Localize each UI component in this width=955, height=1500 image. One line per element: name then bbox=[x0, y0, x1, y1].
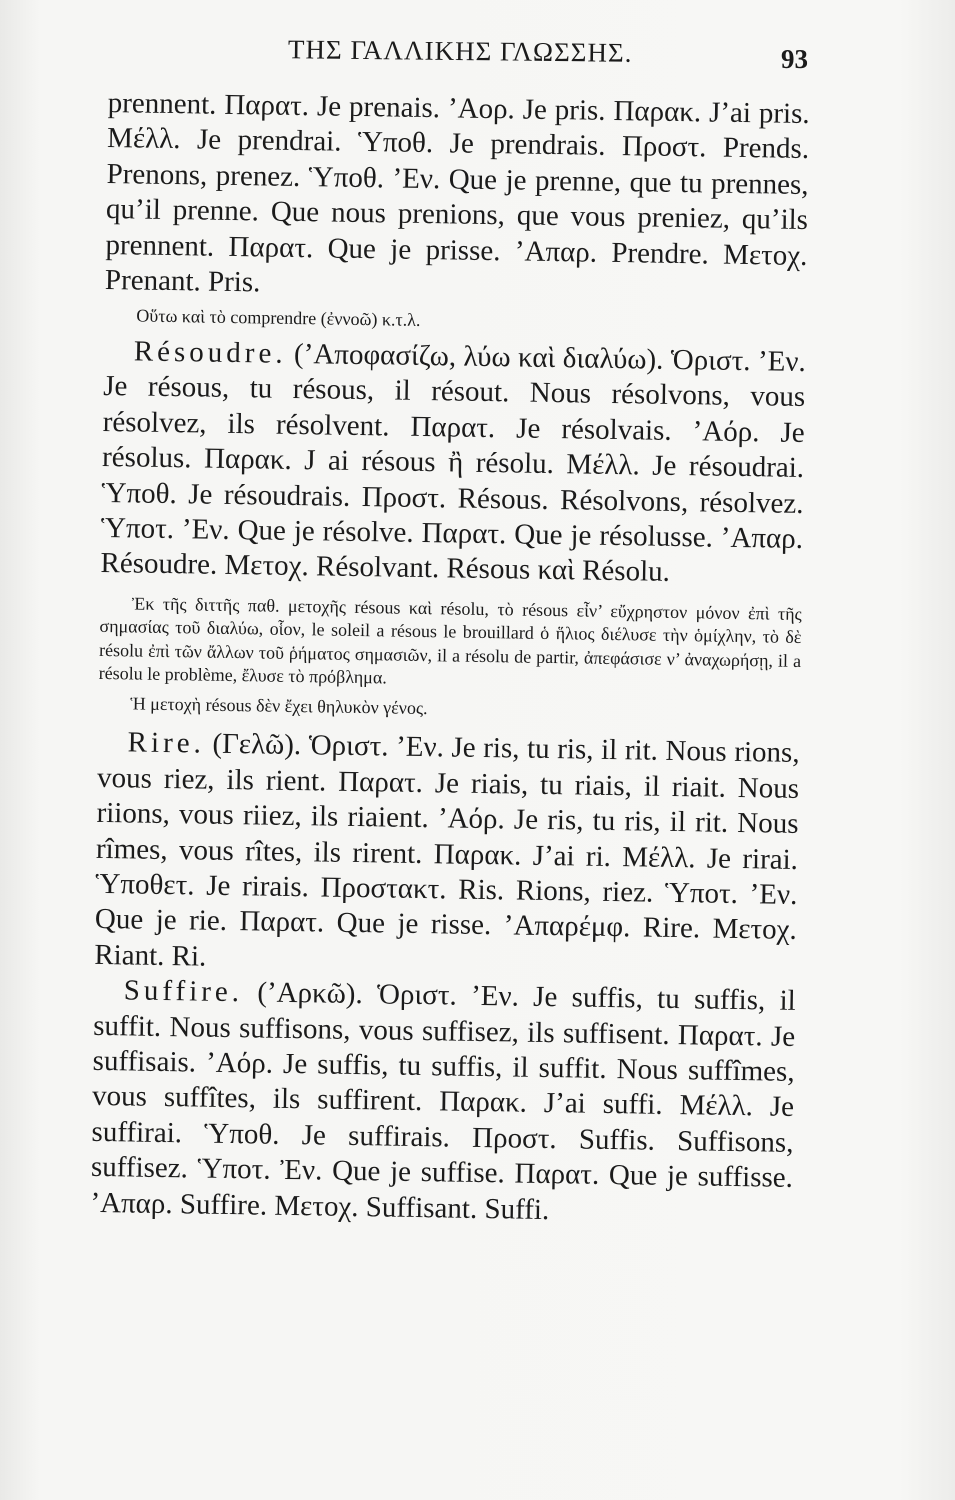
running-head: ΤΗΣ ΓΑΛΛΙΚΗΣ ΓΛΩΣΣΗΣ. bbox=[287, 34, 633, 68]
page-number: 93 bbox=[781, 44, 808, 74]
entry-rire bbox=[94, 725, 800, 984]
headword-suffire: Suffire. bbox=[123, 974, 244, 1009]
resoudre-note-1: Ἐκ τῆς διττῆς παθ. μετοχῆς résous καὶ résolu, τὸ résous εἶν’ εὔχρηστον μόνον ἐπὶ τῆς σημασίας τοῦ διαλύω, οἷον, le soleil a résous le brouillard ὁ ἥλιος διέλυσε τὴν ὁμίχλην, τὸ δὲ résolu ἐπὶ τῶν ἄλλων τοῦ ῥήματος σημασιῶν, il a résolu de partir, ἀπεφάσισε ν’ ἀναχωρήσῃ, il a résolu le problème, ἔλυσε τὸ πρόβλημα. bbox=[98, 593, 802, 688]
entry-resoudre bbox=[100, 334, 806, 593]
prendre-conjugation: prennent. Παρατ. Je prenais. ’Αορ. Je pris. Παρακ. J’ai pris. Μέλλ. Je prendrai. Ὑποθ. Je prendrais. Προστ. Prends. Prenons, prenez. Ὑποθ. ’Εν. Que je prenne, que tu prennes, qu’il prenne. Que nous prenions, que vous preniez, qu’ils prennent. Παρατ. Que je prisse. ’Απαρ. Prendre. Μετοχ. Prenant. Pris. bbox=[104, 86, 810, 299]
page-header bbox=[108, 36, 808, 76]
body-text bbox=[90, 86, 810, 1232]
entry-resoudre-text: (’Αποφασίζω, λύω καὶ διαλύω). Ὁριστ. ’Εν. Je résous, tu résous, il résout. Nous résolvons, vous résolvez, ils résolvent. Παρατ. Je résolvais. ’Αόρ. Je résolus. Παρακ. J ai résous ἢ résolu. Μέλλ. Je résoudrai. Ὑποθ. Je résoudrais. Προστ. Résous. Résolvons, résolvez. Ὑποτ. ’Εν. Que je résolve. Παρατ. Que je résolusse. ’Απαρ. Résoudre. Μετοχ. Résolvant. Résous καὶ Résolu. bbox=[100, 337, 807, 589]
prendre-note: Οὕτω καὶ τὸ comprendre (ἐννοῶ) κ.τ.λ. bbox=[136, 305, 421, 331]
entry-suffire-text: (’Αρκῶ). Ὁριστ. ’Εν. Je suffis, tu suffis, il suffit. Nous suffisons, vous suffisez, ils suffisent. Παρατ. Je suffisais. ’Αόρ. Je suffis, tu suffis, il suffit. Nous suffîmes, vous suffîtes, ils suffirent. Παρακ. J’ai suffi. Μέλλ. Je suffirai. Ὑποθ. Je suffirais. Προστ. Suffis. Suffisons, suffisez. Ὑποτ. Ἐν. Que je suffise. Παρατ. Que je suffisse. ’Απαρ. Suffire. Μετοχ. Suffisant. Suffi. bbox=[90, 976, 796, 1226]
entry-suffire bbox=[90, 973, 796, 1232]
resoudre-note-2: Ἡ μετοχὴ résous δὲν ἔχει θηλυκὸν γένος. bbox=[130, 693, 428, 718]
headword-resoudre: Résoudre. bbox=[133, 335, 287, 370]
headword-rire: Rire. bbox=[127, 726, 206, 760]
entry-rire-text: (Γελῶ). Ὁριστ. ’Εν. Je ris, tu ris, il rit. Nous rions, vous riez, ils rient. Παρατ. Je riais, tu riais, il riait. Nous riions, vous riiez, ils riaient. ’Αόρ. Je ris, tu ris, il rit. Nous rîmes, vous rîtes, ils rirent. Παρακ. J’ai ri. Μέλλ. Je rirai. Ὑποθετ. Je rirais. Προστακτ. Ris. Rions, riez. Ὑποτ. ’Εν. Que je rie. Παρατ. Que je risse. ’Απαρέμφ. Rire. Μετοχ. Riant. Ri. bbox=[94, 728, 800, 973]
